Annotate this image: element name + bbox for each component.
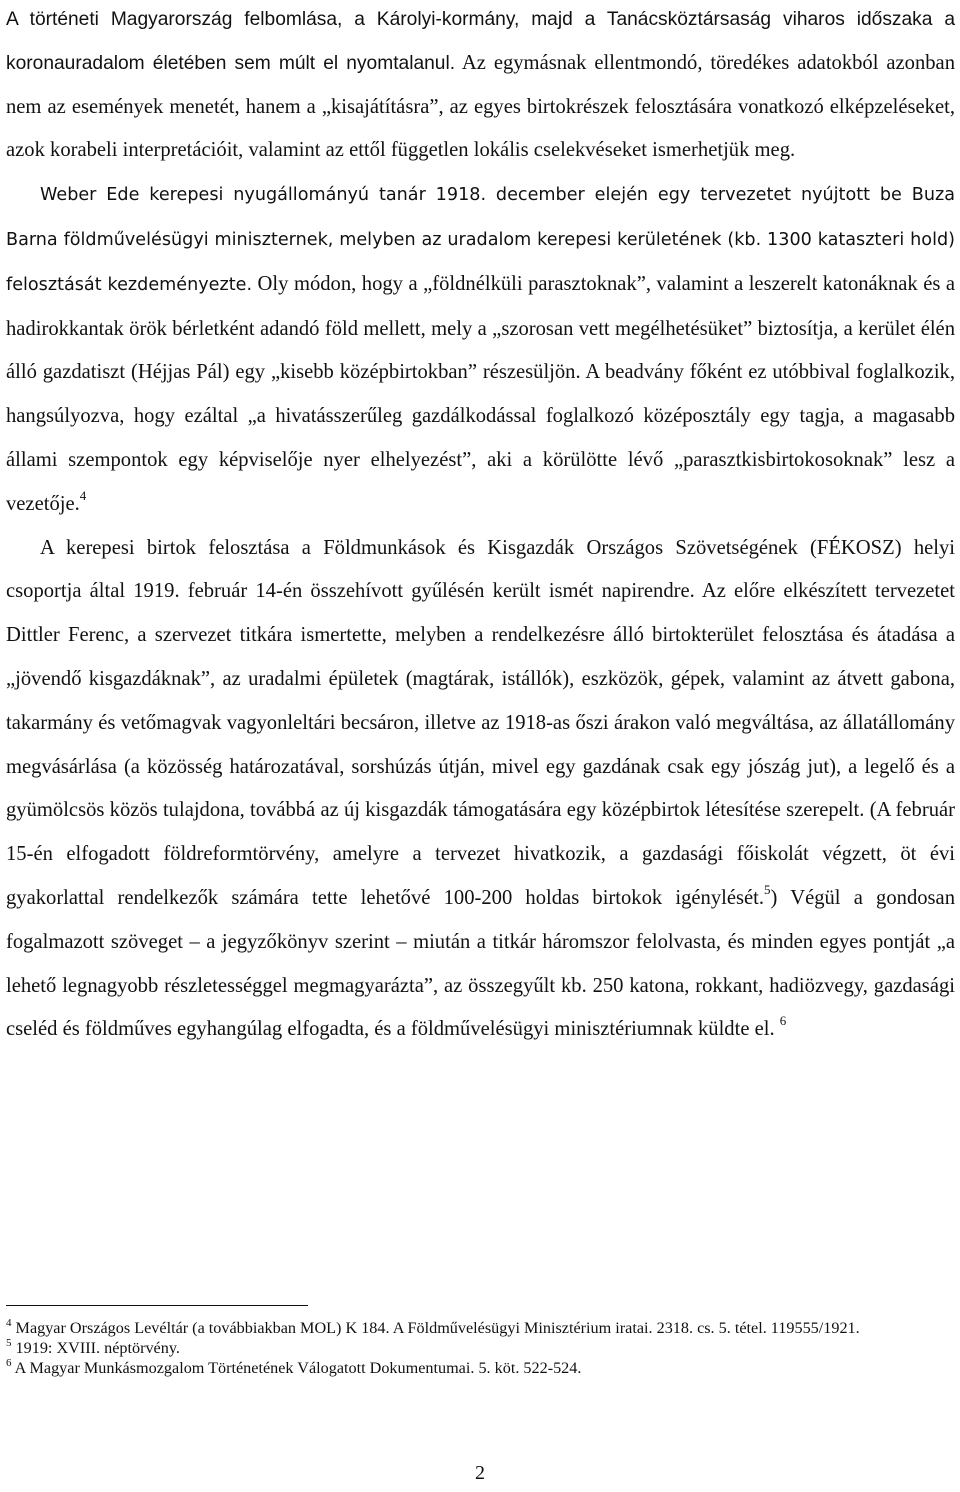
footnote-ref-5[interactable]: 5 [764, 881, 771, 897]
paragraph-2-rest: Oly módon, hogy a „földnélküli parasztoknak”, valamint a leszerelt katonáknak és a hadirokkantak örök bérletként adandó föld mellett, mely a „szorosan vett megélhetésüket” biztosítja, a kerület élén álló gazdatiszt (Héjjas Pál) egy „kisebb középbirtokban” részesüljön. A beadvány főként ez utóbbival foglalkozik, hangsúlyozva, hogy ezáltal „a hivatásszerűleg gazdálkodással foglalkozó középosztály egy tagja, a magasabb állami szempontok egy képviselője nyer elhelyezést”, aki a körülötte lévő „parasztkisbirtokosoknak” lesz a vezetője. [6, 272, 956, 515]
footnote-ref-4[interactable]: 4 [79, 487, 87, 503]
paragraph-3 [6, 527, 955, 1053]
paragraph-2 [6, 173, 955, 526]
footnote-separator [6, 1305, 308, 1306]
paragraph-3-part-1: A kerepesi birtok felosztása a Földmunkások és Kisgazdák Országos Szövetségének (FÉKOSZ) helyi csoportja által 1919. február 14-én összehívott gyűlésén került ismét napirendre. Az előre elkészített tervezetet Dittler Ferenc, a szervezet titkára ismertette, melyben a rendelkezésre álló birtokterület felosztása és átadása a „jövendő kisgazdáknak”, az uradalmi épületek (magtárak, istállók), eszközök, gépek, valamint az átvett gabona, takarmány és vetőmagvak vagyonleltári becsáron, illetve az 1918-as őszi árakon való megváltása, az állatállomány megvásárlása (a közösség határozatával, sorshúzás útján, mivel egy gazdának csak egy jószág jut), a legelő és a gyümölcsös közös tulajdona, továbbá az új kisgazdák támogatására egy középbirtok létesítése szerepelt. (A február 15-én elfogadott földreformtörvény, amelyre a tervezet hivatkozik, a gazdasági főiskolát végzett, öt évi gyakorlattal rendelkezők számára tette lehetővé 100-200 holdas birtokok igénylését. [6, 536, 955, 909]
page-number: 2 [475, 1462, 485, 1484]
footnote-text: 1919: XVIII. néptörvény. [11, 1339, 180, 1357]
footnote-6 [6, 1358, 955, 1378]
footnotes [6, 1318, 955, 1378]
footnote-number: 4 [6, 1317, 12, 1329]
footnote-text: A Magyar Munkásmozgalom Történetének Válogatott Dokumentumai. 5. köt. 522-524. [11, 1359, 582, 1377]
paragraph-3-part-2: ) Végül a gondosan fogalmazott szöveget – a jegyzőkönyv szerint – miután a titkár háromszor felolvasta, és minden egyes pontját „a lehető legnagyobb részletességgel megmagyarázta”, az összegyűlt kb. 250 katona, rokkant, hadiözvegy, gazdasági cseléd és földműves egyhangúlag elfogadta, és a földművelésügyi minisztériumnak küldte el. [6, 886, 955, 1041]
footnote-4 [6, 1318, 955, 1338]
footnote-ref-6[interactable]: 6 [779, 1013, 787, 1029]
paragraph-1-rest: Az egymásnak ellentmondó, töredékes adatokból azonban nem az események menetét, hanem a „kisajátításra”, az egyes birtokrészek felosztására vonatkozó elképzeléseket, azok korabeli interpretációit, valamint az ettől független lokális cselekvéseket ismerhetjük meg. [6, 51, 955, 162]
paragraph-2-lead: Weber Ede kerepesi nyugállományú tanár 1918. december elején egy tervezetet nyújtott be Buza Barna földművelésügyi miniszternek, melyben az uradalom kerepesi kerületének (kb. 1300 kataszteri hold) felosztását kezdeményezte. [6, 185, 955, 295]
footnote-text: Magyar Országos Levéltár (a továbbiakban MOL) K 184. A Földművelésügyi Minisztérium iratai. 2318. cs. 5. tétel. 119555/1921. [11, 1319, 860, 1337]
footnote-number: 6 [6, 1357, 12, 1369]
document-page [6, 0, 956, 1377]
footnote-number: 5 [6, 1337, 12, 1349]
footnote-5 [6, 1338, 955, 1358]
paragraph-1-lead: A történeti Magyarország felbomlása, a Károlyi-kormány, majd a Tanácsköztársaság viharos időszaka a koronauradalom életében sem múlt el nyomtalanul. [6, 9, 955, 74]
paragraph-1 [6, 0, 955, 173]
